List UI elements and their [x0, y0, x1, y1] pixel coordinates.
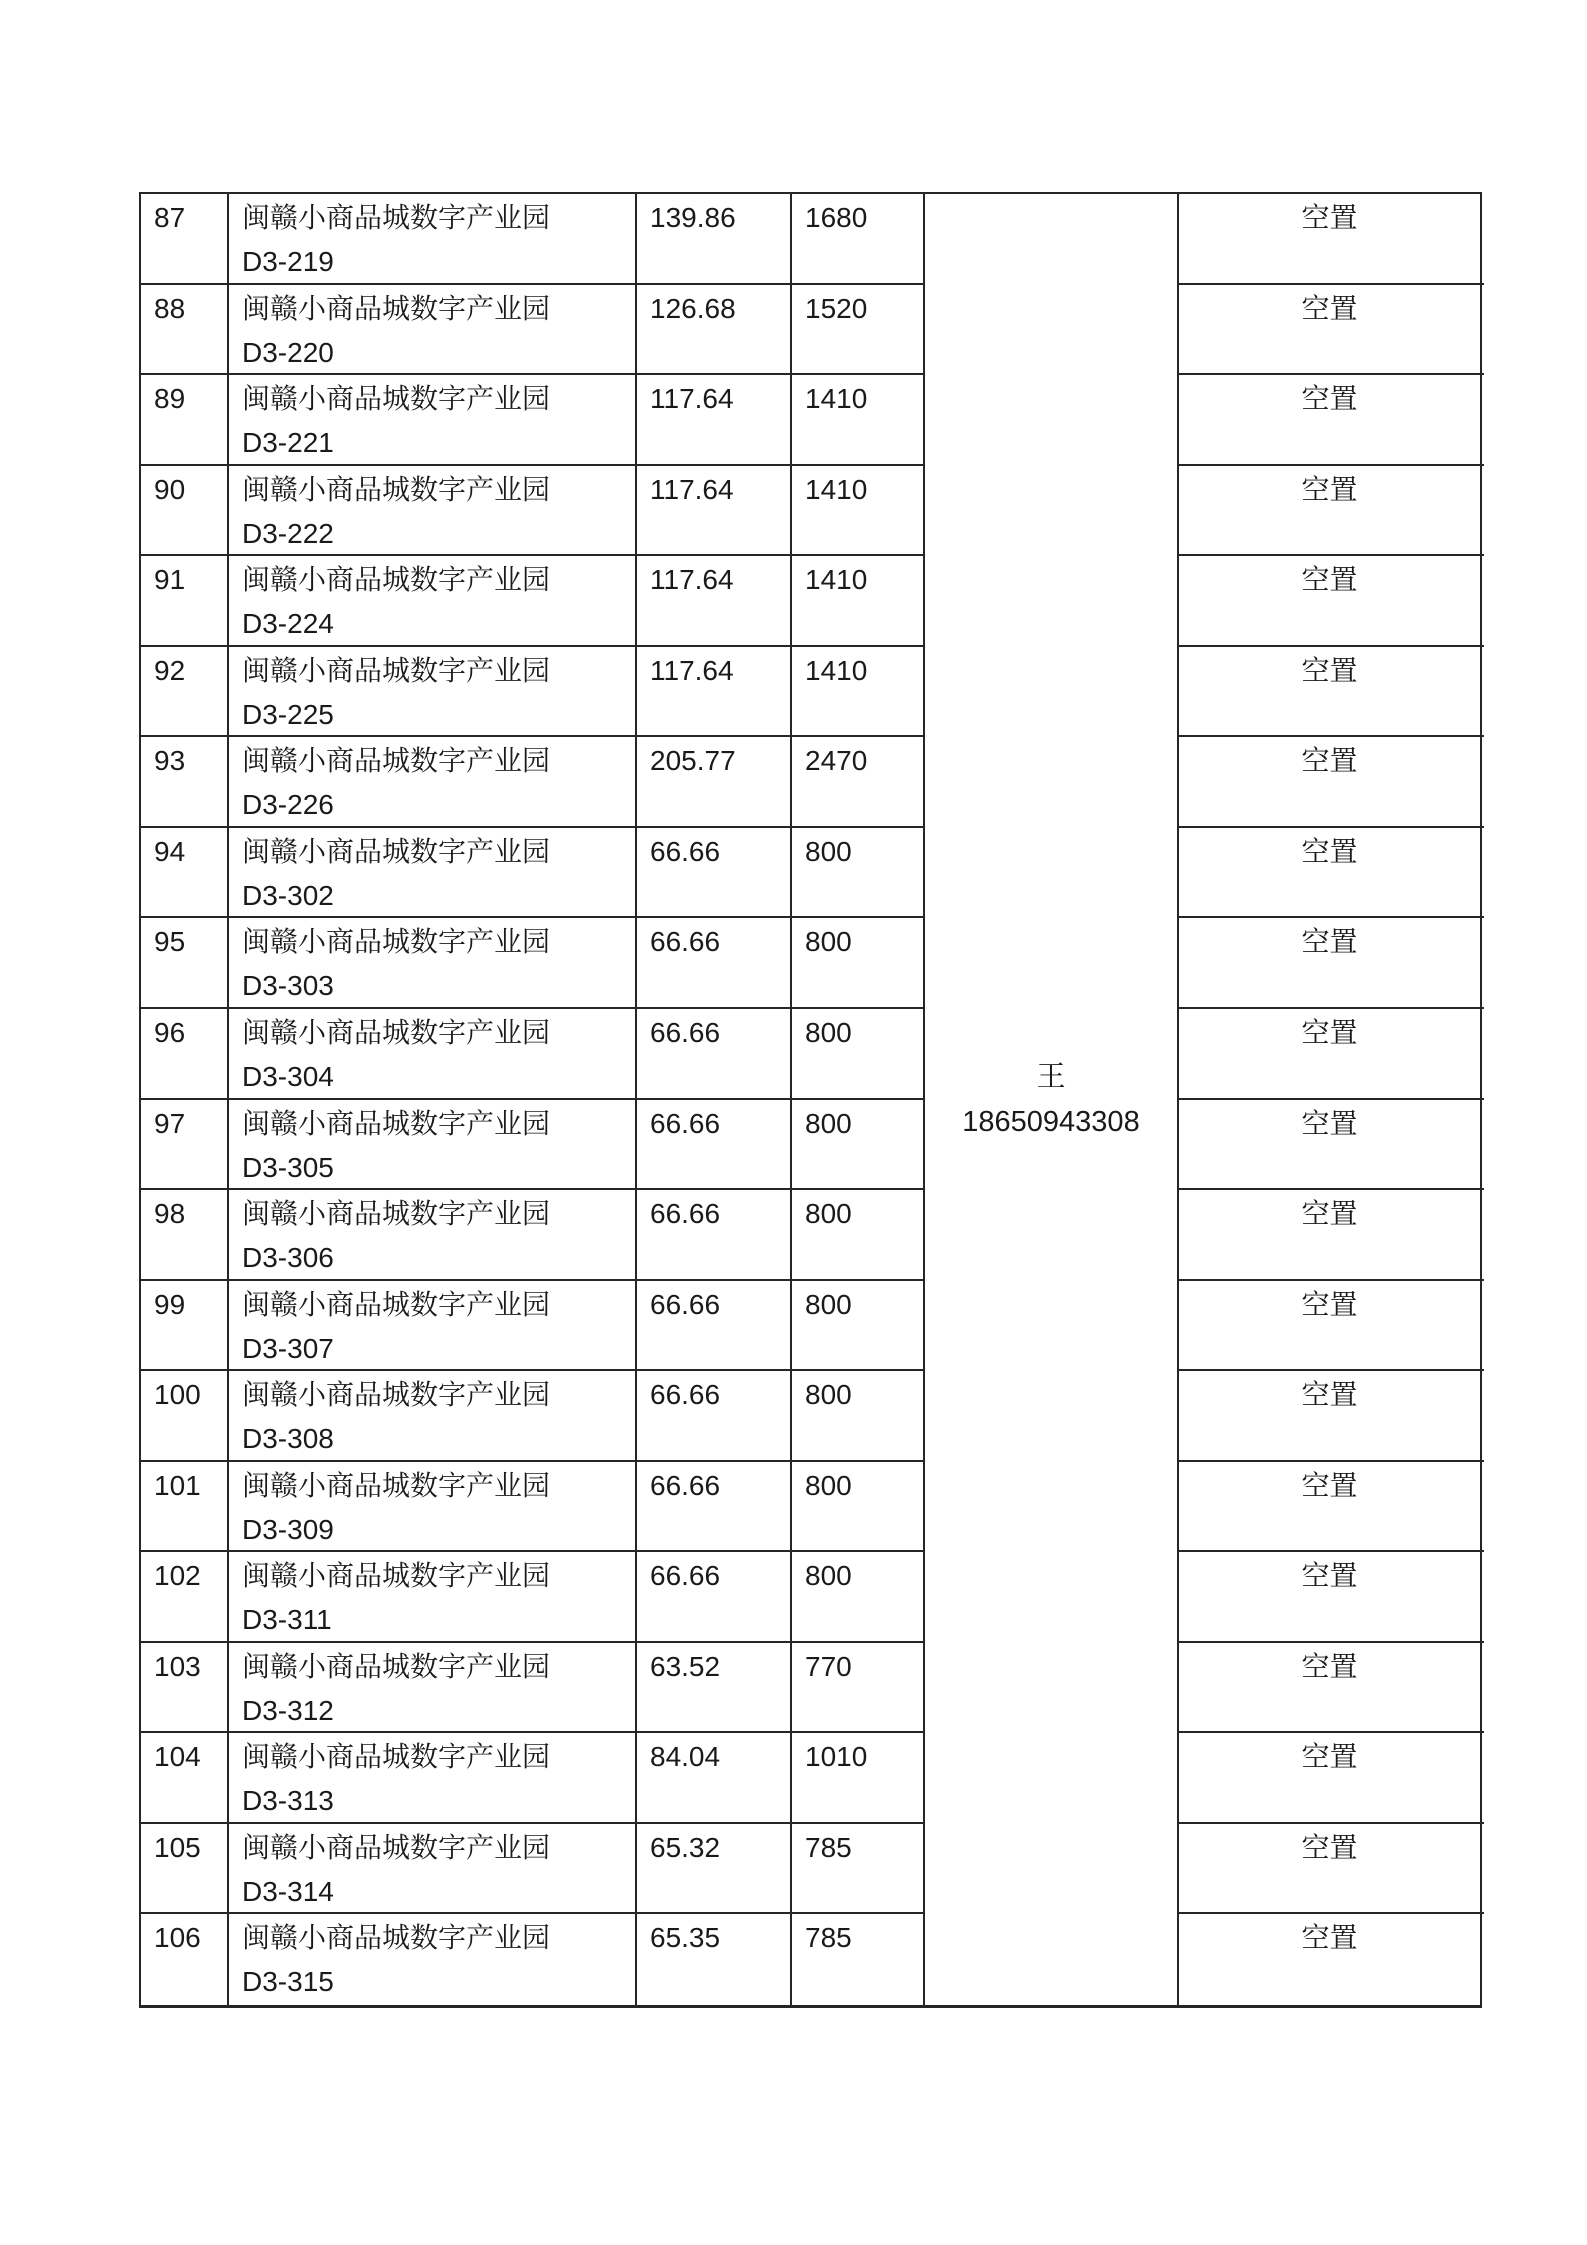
area-cell: 139.86 — [637, 194, 792, 285]
status-cell: 空置 — [1179, 1009, 1484, 1100]
park-name: 闽赣小商品城数字产业园 — [242, 473, 551, 505]
status-cell: 空置 — [1179, 1733, 1484, 1824]
unit-number: D3-304 — [242, 1060, 334, 1092]
row-number-cell: 101 — [141, 1462, 229, 1553]
property-name-cell — [229, 1100, 637, 1191]
status-cell: 空置 — [1179, 556, 1484, 647]
area-cell: 66.66 — [637, 1552, 792, 1643]
property-name-cell — [229, 285, 637, 376]
row-number-cell: 97 — [141, 1100, 229, 1191]
price-cell: 1410 — [792, 647, 925, 738]
row-number-cell: 91 — [141, 556, 229, 647]
area-cell: 66.66 — [637, 1371, 792, 1462]
property-name-cell — [229, 1824, 637, 1915]
park-name: 闽赣小商品城数字产业园 — [242, 1560, 551, 1592]
property-name-cell — [229, 737, 637, 828]
price-cell: 800 — [792, 1009, 925, 1100]
property-name-cell — [229, 556, 637, 647]
area-cell: 117.64 — [637, 647, 792, 738]
park-name: 闽赣小商品城数字产业园 — [242, 1288, 551, 1320]
park-name: 闽赣小商品城数字产业园 — [242, 926, 551, 958]
status-cell: 空置 — [1179, 737, 1484, 828]
price-cell: 1410 — [792, 556, 925, 647]
area-cell: 84.04 — [637, 1733, 792, 1824]
park-name: 闽赣小商品城数字产业园 — [242, 292, 551, 324]
unit-number: D3-306 — [242, 1242, 334, 1274]
price-cell: 800 — [792, 918, 925, 1009]
price-cell: 1410 — [792, 375, 925, 466]
unit-number: D3-313 — [242, 1785, 334, 1817]
property-name-cell — [229, 194, 637, 285]
unit-number: D3-220 — [242, 336, 334, 368]
area-cell: 66.66 — [637, 828, 792, 919]
row-number-cell: 87 — [141, 194, 229, 285]
unit-number: D3-226 — [242, 789, 334, 821]
unit-number: D3-315 — [242, 1966, 334, 1998]
unit-number: D3-222 — [242, 517, 334, 549]
property-name-cell — [229, 1733, 637, 1824]
contact-phone: 18650943308 — [962, 1105, 1140, 1138]
property-table — [139, 192, 1482, 2008]
row-number-cell: 96 — [141, 1009, 229, 1100]
area-cell: 205.77 — [637, 737, 792, 828]
area-cell: 66.66 — [637, 1190, 792, 1281]
property-name-cell — [229, 466, 637, 557]
price-cell: 800 — [792, 1190, 925, 1281]
price-cell: 1680 — [792, 194, 925, 285]
price-cell: 800 — [792, 1371, 925, 1462]
park-name: 闽赣小商品城数字产业园 — [242, 835, 551, 867]
area-cell: 63.52 — [637, 1643, 792, 1734]
status-cell: 空置 — [1179, 1371, 1484, 1462]
price-cell: 770 — [792, 1643, 925, 1734]
row-number-cell: 98 — [141, 1190, 229, 1281]
row-number-cell: 88 — [141, 285, 229, 376]
status-cell: 空置 — [1179, 1824, 1484, 1915]
area-cell: 117.64 — [637, 466, 792, 557]
area-cell: 65.35 — [637, 1914, 792, 2005]
row-number-cell: 94 — [141, 828, 229, 919]
row-number-cell: 102 — [141, 1552, 229, 1643]
row-number-cell: 106 — [141, 1914, 229, 2005]
unit-number: D3-308 — [242, 1423, 334, 1455]
price-cell: 785 — [792, 1824, 925, 1915]
price-cell: 785 — [792, 1914, 925, 2005]
area-cell: 66.66 — [637, 1100, 792, 1191]
status-cell: 空置 — [1179, 194, 1484, 285]
property-name-cell — [229, 1190, 637, 1281]
park-name: 闽赣小商品城数字产业园 — [242, 1016, 551, 1048]
status-cell: 空置 — [1179, 466, 1484, 557]
property-name-cell — [229, 647, 637, 738]
park-name: 闽赣小商品城数字产业园 — [242, 564, 551, 596]
status-cell: 空置 — [1301, 1922, 1358, 1954]
row-number-cell: 104 — [141, 1733, 229, 1824]
park-name: 闽赣小商品城数字产业园 — [242, 1741, 551, 1773]
status-cell: 空置 — [1179, 1552, 1484, 1643]
unit-number: D3-302 — [242, 879, 334, 911]
row-number-cell: 92 — [141, 647, 229, 738]
unit-number: D3-221 — [242, 427, 334, 459]
unit-number: D3-303 — [242, 970, 334, 1002]
property-name-cell — [229, 918, 637, 1009]
contact-cell — [925, 194, 1179, 2005]
park-name: 闽赣小商品城数字产业园 — [242, 1650, 551, 1682]
row-number-cell: 105 — [141, 1824, 229, 1915]
row-number-cell: 93 — [141, 737, 229, 828]
unit-number: D3-309 — [242, 1513, 334, 1545]
park-name: 闽赣小商品城数字产业园 — [242, 383, 551, 415]
unit-number: D3-314 — [242, 1875, 334, 1907]
status-cell: 空置 — [1179, 1643, 1484, 1734]
area-cell: 66.66 — [637, 1462, 792, 1553]
status-cell: 空置 — [1179, 1462, 1484, 1553]
property-name-cell — [229, 1009, 637, 1100]
status-cell: 空置 — [1179, 1281, 1484, 1372]
property-name-cell — [229, 375, 637, 466]
unit-number: D3-225 — [242, 698, 334, 730]
price-cell: 1010 — [792, 1733, 925, 1824]
property-name-cell — [229, 1552, 637, 1643]
price-cell: 800 — [792, 1552, 925, 1643]
row-number-cell: 100 — [141, 1371, 229, 1462]
park-name: 闽赣小商品城数字产业园 — [242, 1831, 551, 1863]
price-cell: 800 — [792, 1462, 925, 1553]
unit-number: D3-224 — [242, 608, 334, 640]
unit-number: D3-219 — [242, 246, 334, 277]
area-cell: 65.32 — [637, 1824, 792, 1915]
area-cell: 66.66 — [637, 918, 792, 1009]
area-cell: 66.66 — [637, 1281, 792, 1372]
unit-number: D3-311 — [242, 1604, 332, 1636]
park-name: 闽赣小商品城数字产业园 — [242, 745, 551, 777]
unit-number: D3-312 — [242, 1694, 334, 1726]
property-name-cell — [229, 828, 637, 919]
row-number-cell: 95 — [141, 918, 229, 1009]
row-number-cell: 99 — [141, 1281, 229, 1372]
property-name-cell — [229, 1462, 637, 1553]
park-name: 闽赣小商品城数字产业园 — [242, 1469, 551, 1501]
area-cell: 126.68 — [637, 285, 792, 376]
area-cell: 117.64 — [637, 556, 792, 647]
area-cell: 117.64 — [637, 375, 792, 466]
park-name: 闽赣小商品城数字产业园 — [242, 1379, 551, 1411]
status-cell: 空置 — [1179, 1190, 1484, 1281]
status-cell: 空置 — [1179, 647, 1484, 738]
park-name: 闽赣小商品城数字产业园 — [242, 1107, 551, 1139]
park-name: 闽赣小商品城数字产业园 — [242, 1198, 551, 1230]
status-cell: 空置 — [1179, 828, 1484, 919]
row-number-cell: 89 — [141, 375, 229, 466]
property-name-cell — [229, 1371, 637, 1462]
price-cell: 2470 — [792, 737, 925, 828]
property-name-cell — [229, 1643, 637, 1734]
park-name: 闽赣小商品城数字产业园 — [242, 1922, 551, 1954]
unit-number: D3-305 — [242, 1151, 334, 1183]
price-cell: 800 — [792, 1100, 925, 1191]
price-cell: 1410 — [792, 466, 925, 557]
status-cell: 空置 — [1179, 375, 1484, 466]
area-cell: 66.66 — [637, 1009, 792, 1100]
price-cell: 800 — [792, 828, 925, 919]
row-number-cell: 103 — [141, 1643, 229, 1734]
price-cell: 1520 — [792, 285, 925, 376]
property-name-cell — [229, 1914, 637, 2005]
contact-name: 王 — [1036, 1060, 1066, 1093]
property-name-cell — [229, 1281, 637, 1372]
status-cell: 空置 — [1179, 285, 1484, 376]
price-cell: 800 — [792, 1281, 925, 1372]
park-name: 闽赣小商品城数字产业园 — [242, 654, 551, 686]
row-number-cell: 90 — [141, 466, 229, 557]
status-cell: 空置 — [1179, 1100, 1484, 1191]
status-cell: 空置 — [1179, 918, 1484, 1009]
park-name: 闽赣小商品城数字产业园 — [242, 202, 551, 233]
unit-number: D3-307 — [242, 1332, 334, 1364]
